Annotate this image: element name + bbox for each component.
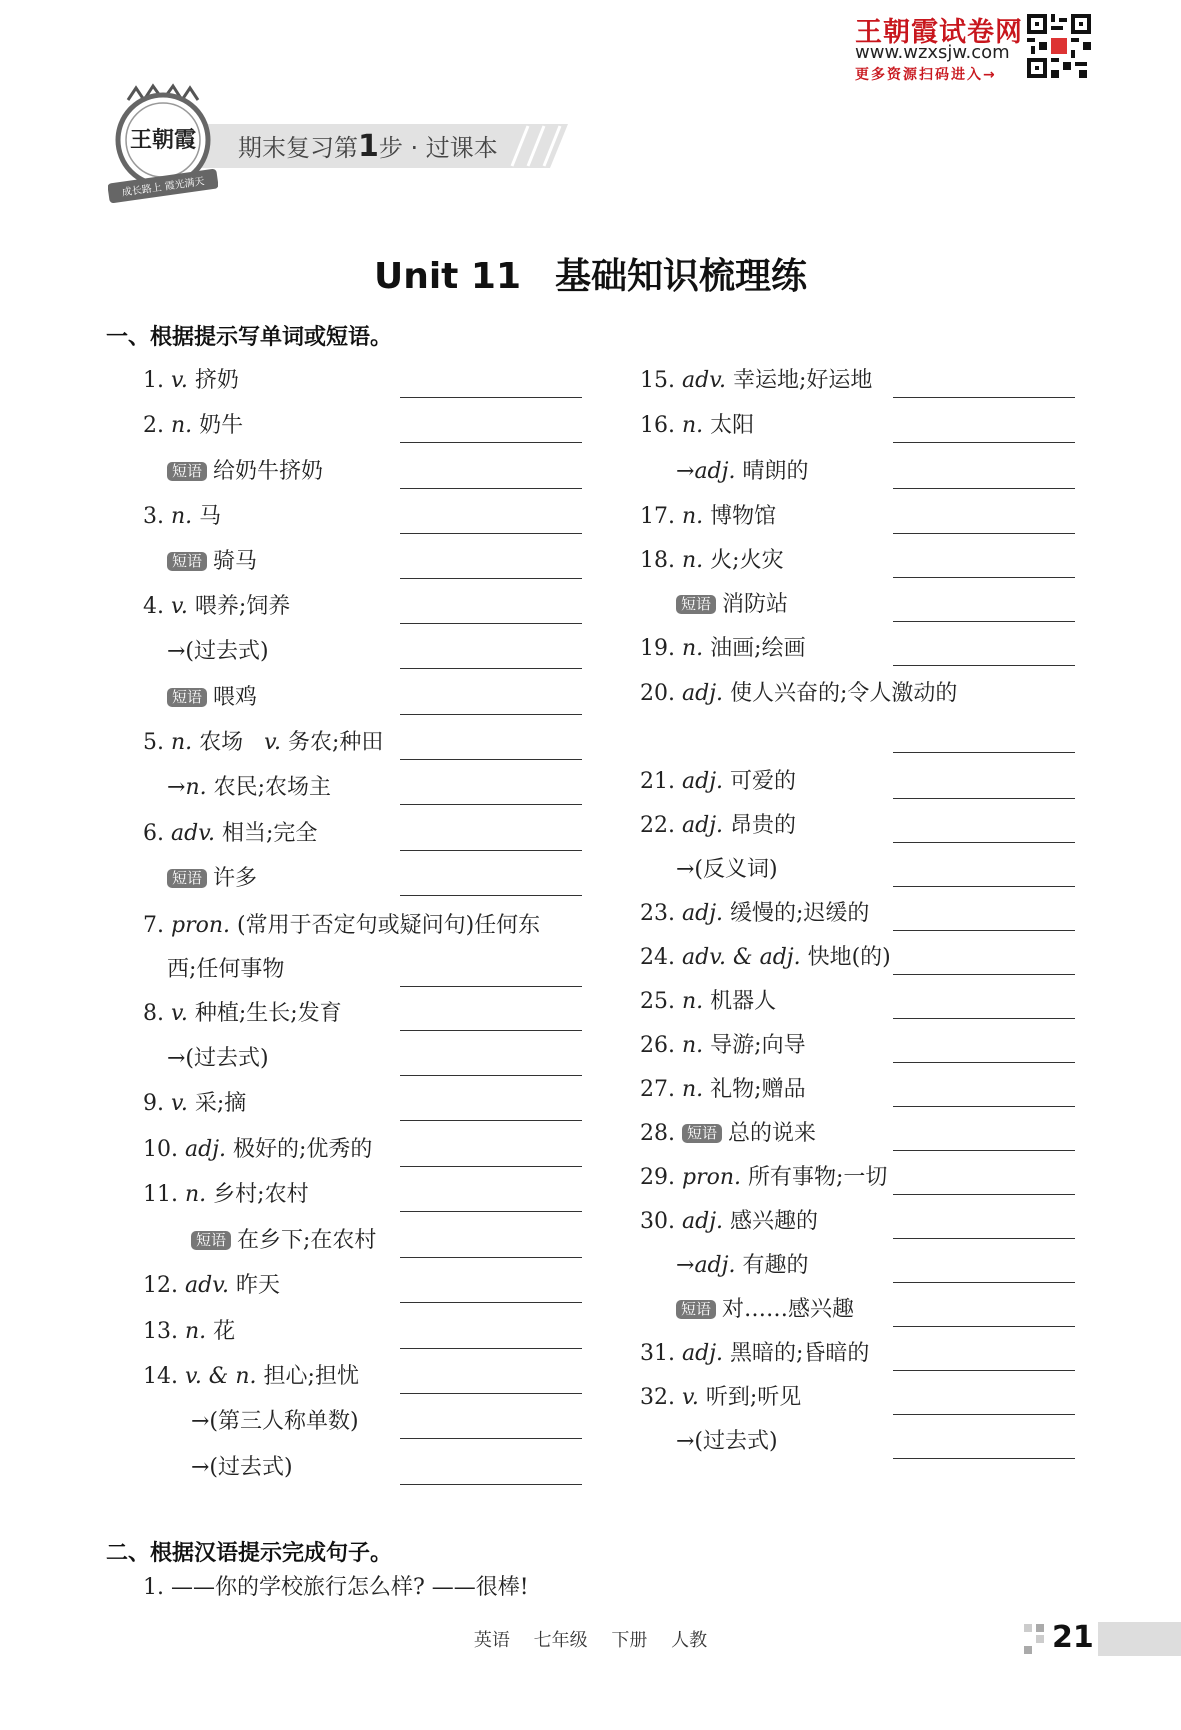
answer-blank-line[interactable] — [400, 668, 582, 669]
item-number: 21. — [640, 769, 675, 794]
left-item-3 — [167, 458, 323, 486]
right-item-4 — [640, 503, 776, 531]
item-text: 油画;绘画 — [710, 636, 806, 661]
item-number: 10. — [143, 1137, 178, 1162]
part-of-speech: n. — [171, 504, 193, 529]
part-of-speech: n. — [682, 989, 704, 1014]
item-text: 农民;农场主 — [213, 775, 332, 800]
part-of-speech: adj. — [682, 769, 724, 794]
left-item-19 — [143, 1181, 309, 1209]
item-text: 礼物;赠品 — [710, 1077, 806, 1102]
part-of-speech: v. — [171, 1001, 188, 1026]
answer-blank-line[interactable] — [400, 442, 582, 443]
page-decoration-icon — [1024, 1624, 1046, 1654]
right-item-1 — [640, 367, 872, 395]
item-number: 7. — [143, 913, 164, 938]
item-text: 对……感兴趣 — [722, 1297, 855, 1322]
answer-blank-line[interactable] — [893, 1150, 1075, 1151]
answer-blank-line[interactable] — [400, 1120, 582, 1121]
item-number: 23. — [640, 901, 675, 926]
item-text: 可爱的 — [730, 769, 797, 794]
answer-blank-line[interactable] — [400, 714, 582, 715]
left-item-8 — [167, 684, 257, 712]
answer-blank-line[interactable] — [400, 1302, 582, 1303]
part-of-speech: n. — [185, 775, 207, 800]
logo-text: 王朝霞 — [129, 127, 196, 153]
right-item-6 — [676, 591, 788, 619]
left-item-15 — [143, 1000, 342, 1028]
part-of-speech: n. — [682, 1077, 704, 1102]
right-item-9 — [640, 768, 796, 796]
answer-blank-line[interactable] — [400, 1211, 582, 1212]
left-item-17 — [143, 1090, 246, 1118]
item-number: 1. — [143, 368, 164, 393]
answer-blank-line[interactable] — [893, 1458, 1075, 1459]
item-number: 28. — [640, 1121, 675, 1146]
right-item-21 — [676, 1296, 854, 1324]
answer-blank-line[interactable] — [893, 798, 1075, 799]
item-number: 8. — [143, 1001, 164, 1026]
item-text: 种植;生长;发育 — [194, 1001, 342, 1026]
answer-blank-line[interactable] — [893, 621, 1075, 622]
item-number: 31. — [640, 1341, 675, 1366]
part-of-speech: n. — [682, 413, 704, 438]
item-text: (常用于否定句或疑问句)任何东 — [237, 913, 541, 938]
part-of-speech: adj. — [694, 459, 736, 484]
qr-code-icon[interactable] — [1027, 14, 1091, 78]
answer-blank-line[interactable] — [400, 623, 582, 624]
part-of-speech: n. — [171, 413, 193, 438]
item-text: 采;摘 — [194, 1091, 247, 1116]
part-of-speech: adj. — [682, 1341, 724, 1366]
item-number: 29. — [640, 1165, 675, 1190]
answer-blank-line[interactable] — [893, 1062, 1075, 1063]
item-text: 黑暗的;昏暗的 — [730, 1341, 870, 1366]
left-item-9 — [143, 729, 383, 757]
item-text: 骑马 — [213, 549, 258, 574]
footer-text: 英语 七年级 下册 人教 — [473, 1630, 708, 1651]
part-of-speech: adv. — [682, 368, 727, 393]
item-text: 使人兴奋的;令人激动的 — [730, 681, 958, 706]
left-item-7 — [167, 638, 269, 666]
answer-blank-line[interactable] — [893, 1194, 1075, 1195]
item-text: 农场 — [199, 730, 244, 755]
answer-blank-line[interactable] — [893, 1238, 1075, 1239]
right-item-24 — [676, 1428, 778, 1456]
part-of-speech: adj. — [682, 681, 724, 706]
part-of-speech: v. — [171, 1091, 188, 1116]
right-item-5 — [640, 547, 784, 575]
section2-heading: 二、根据汉语提示完成句子。 — [106, 1541, 393, 1566]
section1-heading: 一、根据提示写单词或短语。 — [106, 325, 393, 350]
part-of-speech: v. & n. — [185, 1364, 257, 1389]
left-item-6 — [143, 593, 290, 621]
logo-slogan: 成长路上 霞光满天 — [121, 176, 206, 199]
answer-blank-line[interactable] — [893, 577, 1075, 578]
right-item-19 — [640, 1208, 818, 1236]
left-item-16 — [167, 1045, 269, 1073]
item-text: 担心;担忧 — [263, 1364, 359, 1389]
answer-blank-line[interactable] — [400, 895, 582, 896]
right-item-20 — [676, 1252, 808, 1280]
item-text: 机器人 — [710, 989, 777, 1014]
brand-url[interactable]: www.wzxsjw.com — [855, 42, 1010, 63]
item-text: 消防站 — [722, 592, 789, 617]
right-item-16 — [640, 1076, 806, 1104]
answer-blank-line[interactable] — [400, 578, 582, 579]
brand-name: 王朝霞试卷网 — [855, 17, 1023, 48]
answer-blank-line[interactable] — [400, 1075, 582, 1076]
item-text: 昨天 — [236, 1273, 281, 1298]
right-item-22 — [640, 1340, 869, 1368]
item-text: →(第三人称单数) — [191, 1409, 359, 1434]
item-text-2: 务农;种田 — [287, 730, 384, 755]
left-item-10 — [167, 774, 331, 802]
answer-blank-line[interactable] — [893, 930, 1075, 931]
left-item-25 — [191, 1454, 293, 1482]
right-item-15 — [640, 1032, 806, 1060]
left-item-13 — [143, 912, 540, 940]
answer-blank-line[interactable] — [893, 974, 1075, 975]
left-item-21 — [143, 1272, 280, 1300]
part-of-speech: n. — [682, 504, 704, 529]
phrase-tag: 短语 — [167, 869, 207, 888]
answer-blank-line[interactable] — [893, 533, 1075, 534]
item-text: 许多 — [213, 866, 258, 891]
item-text: 喂鸡 — [213, 685, 258, 710]
right-item-7 — [640, 635, 806, 663]
part-of-speech: n. — [185, 1182, 207, 1207]
answer-blank-line[interactable] — [893, 1414, 1075, 1415]
item-number: 15. — [640, 368, 675, 393]
page-number-bar — [1098, 1622, 1181, 1656]
item-text: 导游;向导 — [710, 1033, 806, 1058]
left-item-24 — [191, 1408, 359, 1436]
part-of-speech: n. — [171, 730, 193, 755]
right-item-23 — [640, 1384, 801, 1412]
item-text: 所有事物;一切 — [748, 1165, 888, 1190]
item-number: 20. — [640, 681, 675, 706]
item-number: 32. — [640, 1385, 675, 1410]
right-item-18 — [640, 1164, 887, 1192]
answer-blank-line[interactable] — [893, 842, 1075, 843]
part-of-speech-2: v. — [264, 730, 281, 755]
left-item-22 — [143, 1318, 235, 1346]
item-number: 27. — [640, 1077, 675, 1102]
answer-blank-line[interactable] — [400, 850, 582, 851]
part-of-speech: pron. — [171, 913, 231, 938]
answer-blank-line[interactable] — [893, 1282, 1075, 1283]
part-of-speech: n. — [185, 1319, 207, 1344]
answer-blank-line[interactable] — [400, 759, 582, 760]
part-of-speech: n. — [682, 636, 704, 661]
item-text: 喂养;饲养 — [194, 594, 291, 619]
item-text: 在乡下;在农村 — [237, 1228, 377, 1253]
item-number: 14. — [143, 1364, 178, 1389]
answer-blank-line[interactable] — [893, 752, 1075, 753]
item-number: 25. — [640, 989, 675, 1014]
right-item-13 — [640, 944, 891, 972]
item-number: 4. — [143, 594, 164, 619]
phrase-tag: 短语 — [167, 552, 207, 571]
part-of-speech: pron. — [682, 1165, 742, 1190]
left-item-1 — [143, 367, 239, 395]
item-text: →(过去式) — [191, 1455, 293, 1480]
item-text: 听到;听见 — [705, 1385, 802, 1410]
answer-blank-line[interactable] — [893, 665, 1075, 666]
part-of-speech: adj. — [185, 1137, 227, 1162]
right-item-11 — [676, 856, 778, 884]
phrase-tag: 短语 — [191, 1231, 231, 1250]
right-item-8 — [640, 680, 957, 708]
answer-blank-line[interactable] — [893, 886, 1075, 887]
item-text: 总的说来 — [728, 1121, 817, 1146]
item-text: 幸运地;好运地 — [733, 368, 873, 393]
part-of-speech: adv. — [185, 1273, 230, 1298]
left-item-23 — [143, 1363, 359, 1391]
item-number: 9. — [143, 1091, 164, 1116]
right-item-12 — [640, 900, 869, 928]
item-number: 2. — [143, 413, 164, 438]
left-item-14 — [167, 956, 284, 984]
item-text: 极好的;优秀的 — [233, 1137, 373, 1162]
page-number: 21 — [1052, 1620, 1094, 1655]
right-item-3 — [676, 458, 808, 486]
arrow-symbol: → — [676, 459, 695, 484]
right-item-2 — [640, 412, 754, 440]
part-of-speech: v. — [171, 368, 188, 393]
item-text: 晴朗的 — [742, 459, 809, 484]
item-number: 19. — [640, 636, 675, 661]
item-text: →(反义词) — [676, 857, 778, 882]
item-text: 乡村;农村 — [213, 1182, 309, 1207]
page-title: Unit 11 基础知识梳理练 — [373, 256, 808, 297]
item-text: 挤奶 — [194, 368, 239, 393]
answer-blank-line[interactable] — [400, 488, 582, 489]
right-item-14 — [640, 988, 776, 1016]
right-item-10 — [640, 812, 796, 840]
item-text: 西;任何事物 — [167, 957, 285, 982]
left-item-20 — [191, 1227, 376, 1255]
item-text: 感兴趣的 — [730, 1209, 819, 1234]
left-item-5 — [167, 548, 257, 576]
item-text: →(过去式) — [676, 1429, 778, 1454]
arrow-symbol: → — [167, 775, 186, 800]
item-number: 30. — [640, 1209, 675, 1234]
answer-blank-line[interactable] — [893, 1018, 1075, 1019]
part-of-speech: adj. — [682, 1209, 724, 1234]
item-text: 奶牛 — [199, 413, 244, 438]
left-item-18 — [143, 1136, 372, 1164]
answer-blank-line[interactable] — [400, 1166, 582, 1167]
item-text: 有趣的 — [742, 1253, 809, 1278]
answer-blank-line[interactable] — [400, 986, 582, 987]
item-text: 昂贵的 — [730, 813, 797, 838]
part-of-speech: adv. & adj. — [682, 945, 801, 970]
left-item-11 — [143, 820, 317, 848]
header-banner-text: 期末复习第1步 · 过课本 — [238, 129, 498, 164]
item-number: 5. — [143, 730, 164, 755]
item-text: 给奶牛挤奶 — [213, 459, 324, 484]
item-text: →(过去式) — [167, 1046, 269, 1071]
item-number: 17. — [640, 504, 675, 529]
item-text: 博物馆 — [710, 504, 777, 529]
phrase-tag: 短语 — [167, 462, 207, 481]
item-number: 24. — [640, 945, 675, 970]
answer-blank-line[interactable] — [400, 1484, 582, 1485]
answer-blank-line[interactable] — [400, 804, 582, 805]
answer-blank-line[interactable] — [400, 533, 582, 534]
answer-blank-line[interactable] — [400, 1438, 582, 1439]
item-text: 快地(的) — [807, 945, 891, 970]
part-of-speech: adj. — [682, 813, 724, 838]
item-number: 22. — [640, 813, 675, 838]
part-of-speech: v. — [682, 1385, 699, 1410]
item-number: 18. — [640, 548, 675, 573]
answer-blank-line[interactable] — [400, 397, 582, 398]
item-number: 12. — [143, 1273, 178, 1298]
item-text: 缓慢的;迟缓的 — [730, 901, 870, 926]
left-item-2 — [143, 412, 243, 440]
phrase-tag: 短语 — [676, 1300, 716, 1319]
item-text: 花 — [213, 1319, 236, 1344]
part-of-speech: adv. — [171, 821, 216, 846]
left-item-4 — [143, 503, 221, 531]
part-of-speech: adj. — [682, 901, 724, 926]
answer-blank-line[interactable] — [893, 1106, 1075, 1107]
answer-blank-line[interactable] — [400, 1348, 582, 1349]
answer-blank-line[interactable] — [893, 488, 1075, 489]
brand-tip: 更多资源扫码进入→ — [855, 67, 997, 83]
part-of-speech: n. — [682, 548, 704, 573]
item-text: 马 — [199, 504, 222, 529]
phrase-tag: 短语 — [167, 688, 207, 707]
item-text: 太阳 — [710, 413, 755, 438]
answer-blank-line[interactable] — [400, 1393, 582, 1394]
item-number: 11. — [143, 1182, 178, 1207]
phrase-tag: 短语 — [676, 595, 716, 614]
section2-question-1: 1. ——你的学校旅行怎么样? ——很棒! — [143, 1575, 529, 1600]
answer-blank-line[interactable] — [893, 397, 1075, 398]
answer-blank-line[interactable] — [400, 1030, 582, 1031]
left-item-12 — [167, 865, 257, 893]
answer-blank-line[interactable] — [893, 1370, 1075, 1371]
logo-badge — [108, 78, 218, 208]
phrase-tag: 短语 — [682, 1124, 722, 1143]
item-text: 相当;完全 — [222, 821, 318, 846]
answer-blank-line[interactable] — [893, 442, 1075, 443]
arrow-symbol: → — [676, 1253, 695, 1278]
item-number: 6. — [143, 821, 164, 846]
item-text: 火;火灾 — [710, 548, 784, 573]
item-number: 3. — [143, 504, 164, 529]
answer-blank-line[interactable] — [893, 1326, 1075, 1327]
item-number: 13. — [143, 1319, 178, 1344]
item-text: →(过去式) — [167, 639, 269, 664]
answer-blank-line[interactable] — [400, 1257, 582, 1258]
part-of-speech: adj. — [694, 1253, 736, 1278]
right-item-17 — [640, 1120, 816, 1148]
part-of-speech: n. — [682, 1033, 704, 1058]
item-number: 26. — [640, 1033, 675, 1058]
part-of-speech: v. — [171, 594, 188, 619]
item-number: 16. — [640, 413, 675, 438]
